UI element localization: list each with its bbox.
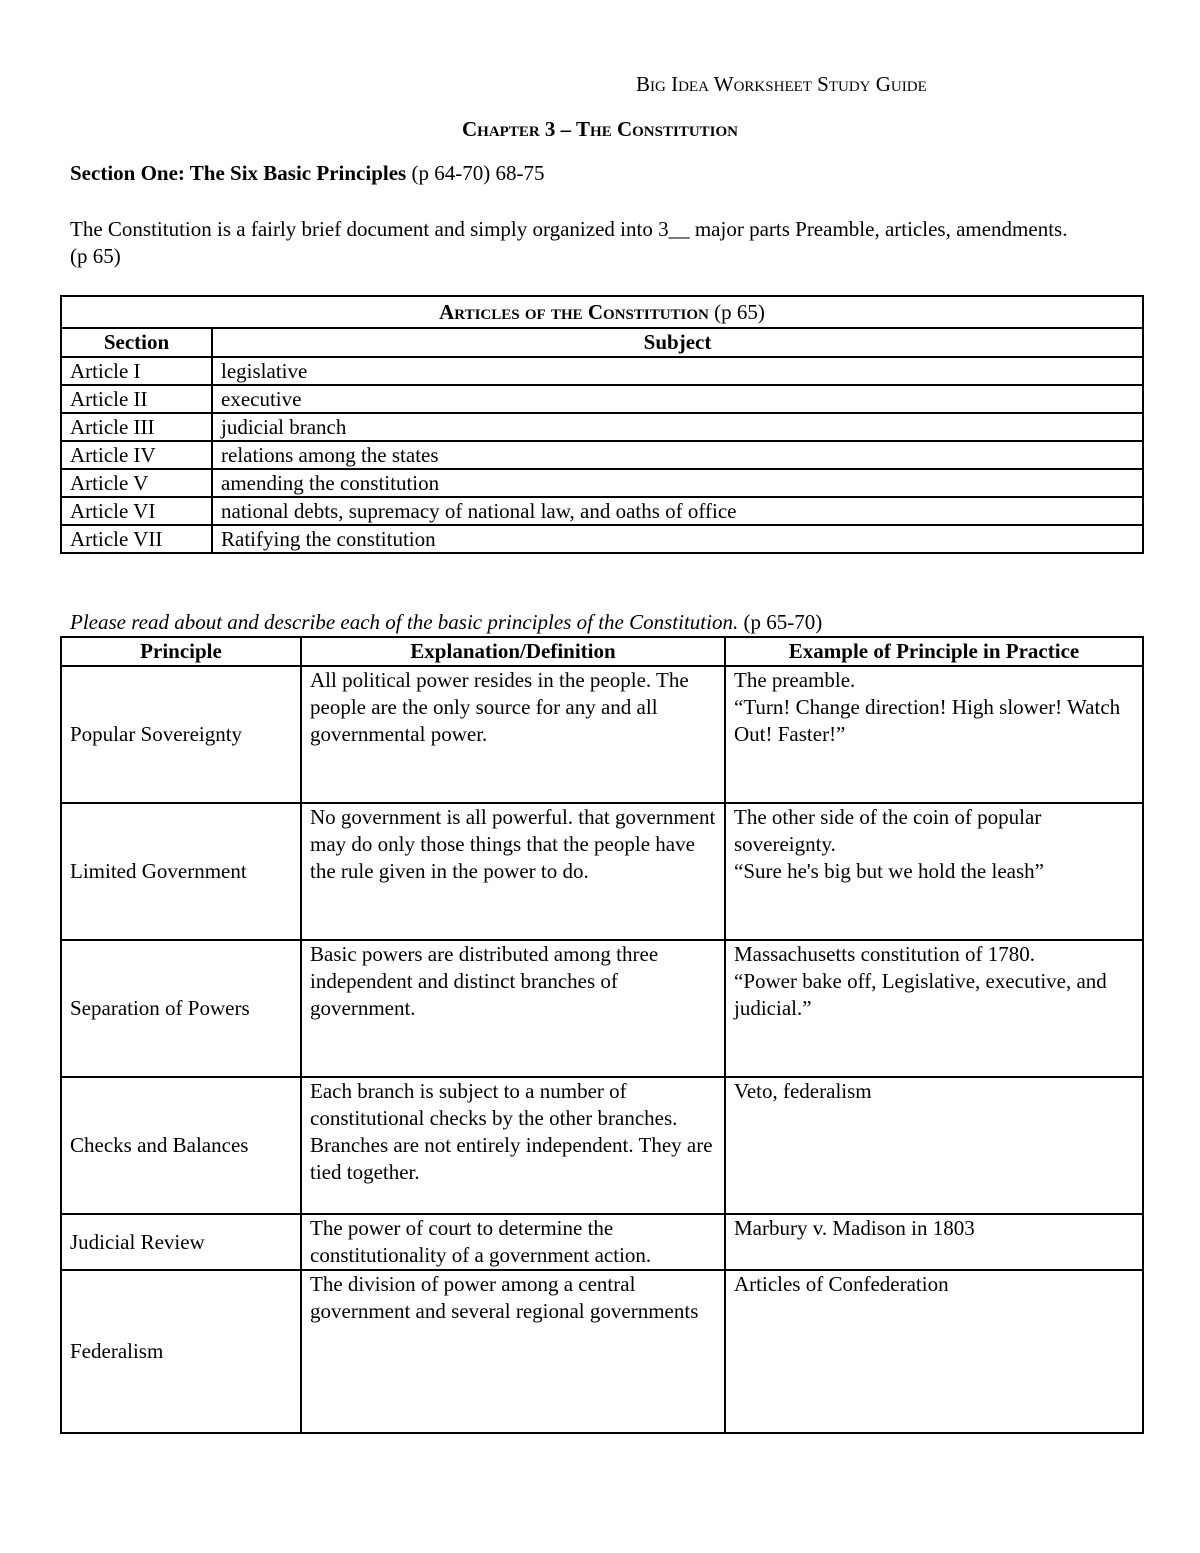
example-line: “Turn! Change direction! High slower! Watch Out! Faster!” xyxy=(734,695,1121,746)
principle-example-cell xyxy=(725,1077,1143,1214)
column-header-example: Example of Principle in Practice xyxy=(725,637,1143,666)
table-row xyxy=(61,497,1143,525)
instruction-italic: Please read about and describe each of the basic principles of the Constitution. xyxy=(70,610,739,634)
intro-paragraph: The Constitution is a fairly brief document and simply organized into 3__ major parts Preamble, articles, amendments. (p 65) xyxy=(70,217,1068,268)
table-row xyxy=(61,1270,1143,1433)
table-row xyxy=(61,525,1143,553)
table-row xyxy=(61,666,1143,803)
table-row xyxy=(61,803,1143,940)
principle-example-cell xyxy=(725,1214,1143,1270)
article-section-cell: Article I xyxy=(61,357,212,385)
principle-explanation-cell: Basic powers are distributed among three independent and distinct branches of government. xyxy=(301,940,725,1077)
table-row xyxy=(61,441,1143,469)
section-heading-pages: (p 64-70) 68-75 xyxy=(406,161,545,185)
example-line: Massachusetts constitution of 1780. xyxy=(734,942,1035,966)
principle-explanation-cell: Each branch is subject to a number of constitutional checks by the other branches. Branches are not entirely independent. They are tied together. xyxy=(301,1077,725,1214)
table-row xyxy=(61,940,1143,1077)
articles-caption xyxy=(61,296,1143,328)
principle-name-cell: Judicial Review xyxy=(61,1214,301,1270)
table-row xyxy=(61,1077,1143,1214)
articles-table xyxy=(60,295,1144,554)
article-section-cell: Article IV xyxy=(61,441,212,469)
example-line: The preamble. xyxy=(734,668,856,692)
column-header-section: Section xyxy=(61,328,212,357)
example-line: Veto, federalism xyxy=(734,1079,872,1103)
principle-name-cell: Limited Government xyxy=(61,803,301,940)
article-subject-cell: relations among the states xyxy=(212,441,1143,469)
table-row xyxy=(61,357,1143,385)
guide-title: Big Idea Worksheet Study Guide xyxy=(636,72,927,96)
table-row xyxy=(61,469,1143,497)
table-row xyxy=(61,1214,1143,1270)
principles-header-row xyxy=(61,637,1143,666)
section-heading xyxy=(70,161,544,186)
table-row xyxy=(61,385,1143,413)
column-header-subject: Subject xyxy=(212,328,1143,357)
principle-explanation-cell: All political power resides in the people. The people are the only source for any and all governmental power. xyxy=(301,666,725,803)
principle-explanation-cell: No government is all powerful. that government may do only those things that the people have the rule given in the power to do. xyxy=(301,803,725,940)
column-header-principle: Principle xyxy=(61,637,301,666)
table-row xyxy=(61,413,1143,441)
instruction-pages: (p 65-70) xyxy=(738,610,823,634)
example-line: Marbury v. Madison in 1803 xyxy=(734,1216,975,1240)
article-section-cell: Article VI xyxy=(61,497,212,525)
articles-caption-page: (p 65) xyxy=(708,300,765,324)
principle-name-cell: Checks and Balances xyxy=(61,1077,301,1214)
example-line: “Sure he's big but we hold the leash” xyxy=(734,859,1044,883)
principle-name-cell: Separation of Powers xyxy=(61,940,301,1077)
article-subject-cell: executive xyxy=(212,385,1143,413)
instruction-text xyxy=(70,610,822,635)
principle-name-cell: Popular Sovereignty xyxy=(61,666,301,803)
column-header-explanation: Explanation/Definition xyxy=(301,637,725,666)
articles-caption-title: Articles of the Constitution xyxy=(439,300,709,324)
example-line: The other side of the coin of popular sovereignty. xyxy=(734,805,1042,856)
chapter-title: Chapter 3 – The Constitution xyxy=(462,117,738,141)
article-subject-cell: amending the constitution xyxy=(212,469,1143,497)
principle-name-cell: Federalism xyxy=(61,1270,301,1433)
principle-explanation-cell: The power of court to determine the constitutionality of a government action. xyxy=(301,1214,725,1270)
article-section-cell: Article III xyxy=(61,413,212,441)
articles-header-row xyxy=(61,328,1143,357)
article-section-cell: Article V xyxy=(61,469,212,497)
principle-example-cell xyxy=(725,666,1143,803)
articles-caption-row xyxy=(61,296,1143,328)
principle-example-cell xyxy=(725,1270,1143,1433)
principle-example-cell xyxy=(725,803,1143,940)
article-subject-cell: national debts, supremacy of national law, and oaths of office xyxy=(212,497,1143,525)
principle-explanation-cell: The division of power among a central government and several regional governments xyxy=(301,1270,725,1433)
principles-table xyxy=(60,636,1144,1434)
article-section-cell: Article VII xyxy=(61,525,212,553)
example-line: “Power bake off, Legislative, executive, and judicial.” xyxy=(734,969,1107,1020)
example-line: Articles of Confederation xyxy=(734,1272,949,1296)
section-heading-title: Section One: The Six Basic Principles xyxy=(70,161,407,185)
principle-example-cell xyxy=(725,940,1143,1077)
article-subject-cell: judicial branch xyxy=(212,413,1143,441)
article-subject-cell: Ratifying the constitution xyxy=(212,525,1143,553)
article-section-cell: Article II xyxy=(61,385,212,413)
article-subject-cell: legislative xyxy=(212,357,1143,385)
